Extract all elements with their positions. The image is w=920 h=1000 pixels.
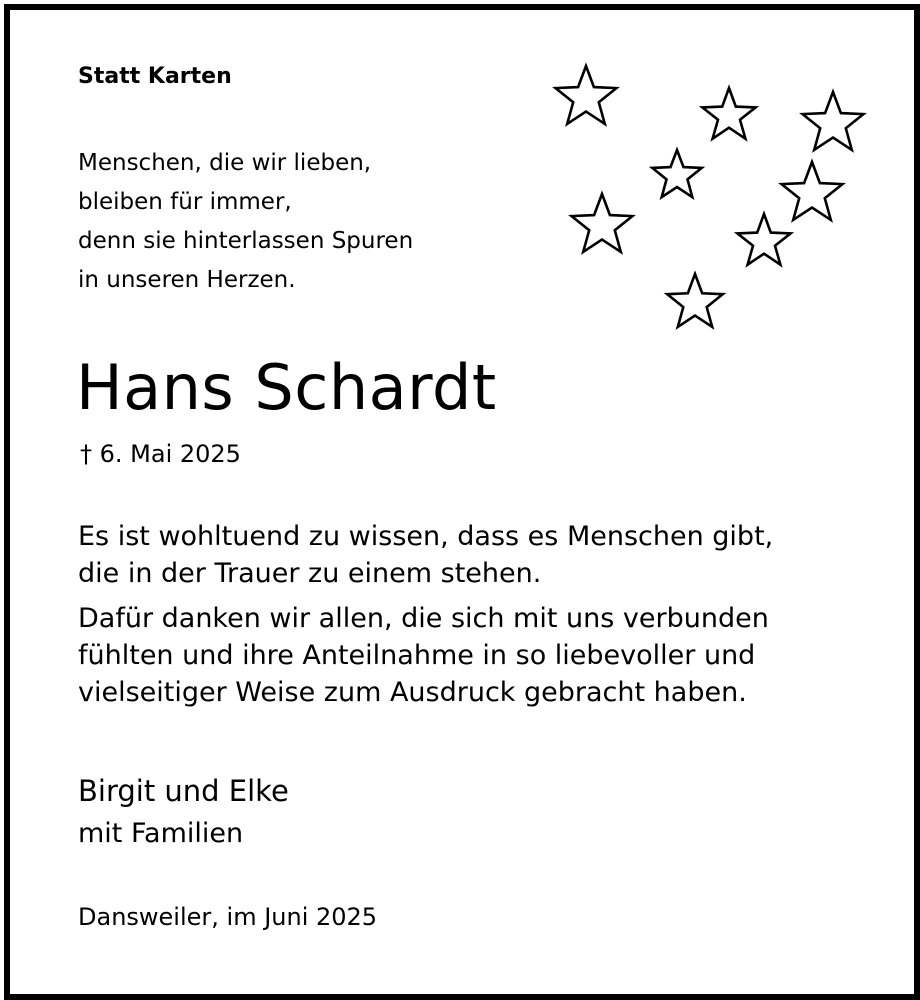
star-icon: [702, 88, 755, 139]
thanks-paragraph-2: [78, 600, 769, 711]
star-icon: [803, 92, 864, 150]
deceased-name: Hans Schardt: [76, 351, 497, 424]
star-icon: [667, 274, 723, 327]
poem-line: in unseren Herzen.: [78, 267, 296, 293]
poem-line: denn sie hinterlassen Spuren: [78, 228, 414, 254]
thanks-line: vielseitiger Weise zum Ausdruck gebracht haben.: [78, 677, 747, 708]
thanks-line: die in der Trauer zu einem stehen.: [78, 558, 542, 589]
star-icon: [556, 66, 617, 124]
thanks-line: Es ist wohltuend zu wissen, dass es Menschen gibt,: [78, 521, 774, 552]
notice-header: Statt Karten: [78, 64, 232, 89]
poem-line: Menschen, die wir lieben,: [78, 150, 372, 176]
star-icon: [782, 162, 843, 220]
death-date: † 6. Mai 2025: [80, 440, 241, 468]
place-date: Dansweiler, im Juni 2025: [78, 903, 378, 931]
poem: [78, 144, 413, 300]
star-icon: [572, 194, 633, 252]
star-icon: [652, 150, 701, 197]
stars-decoration: [550, 60, 890, 340]
notice-frame: [4, 4, 920, 1000]
poem-line: bleiben für immer,: [78, 189, 292, 215]
signers-sub: mit Familien: [78, 818, 244, 849]
thanks-paragraph-1: [78, 518, 773, 592]
signers: Birgit und Elke: [78, 774, 289, 808]
star-icon: [737, 214, 790, 265]
thanks-line: Dafür danken wir allen, die sich mit uns verbunden: [78, 603, 769, 634]
thanks-line: fühlten und ihre Anteilnahme in so liebevoller und: [78, 640, 756, 671]
